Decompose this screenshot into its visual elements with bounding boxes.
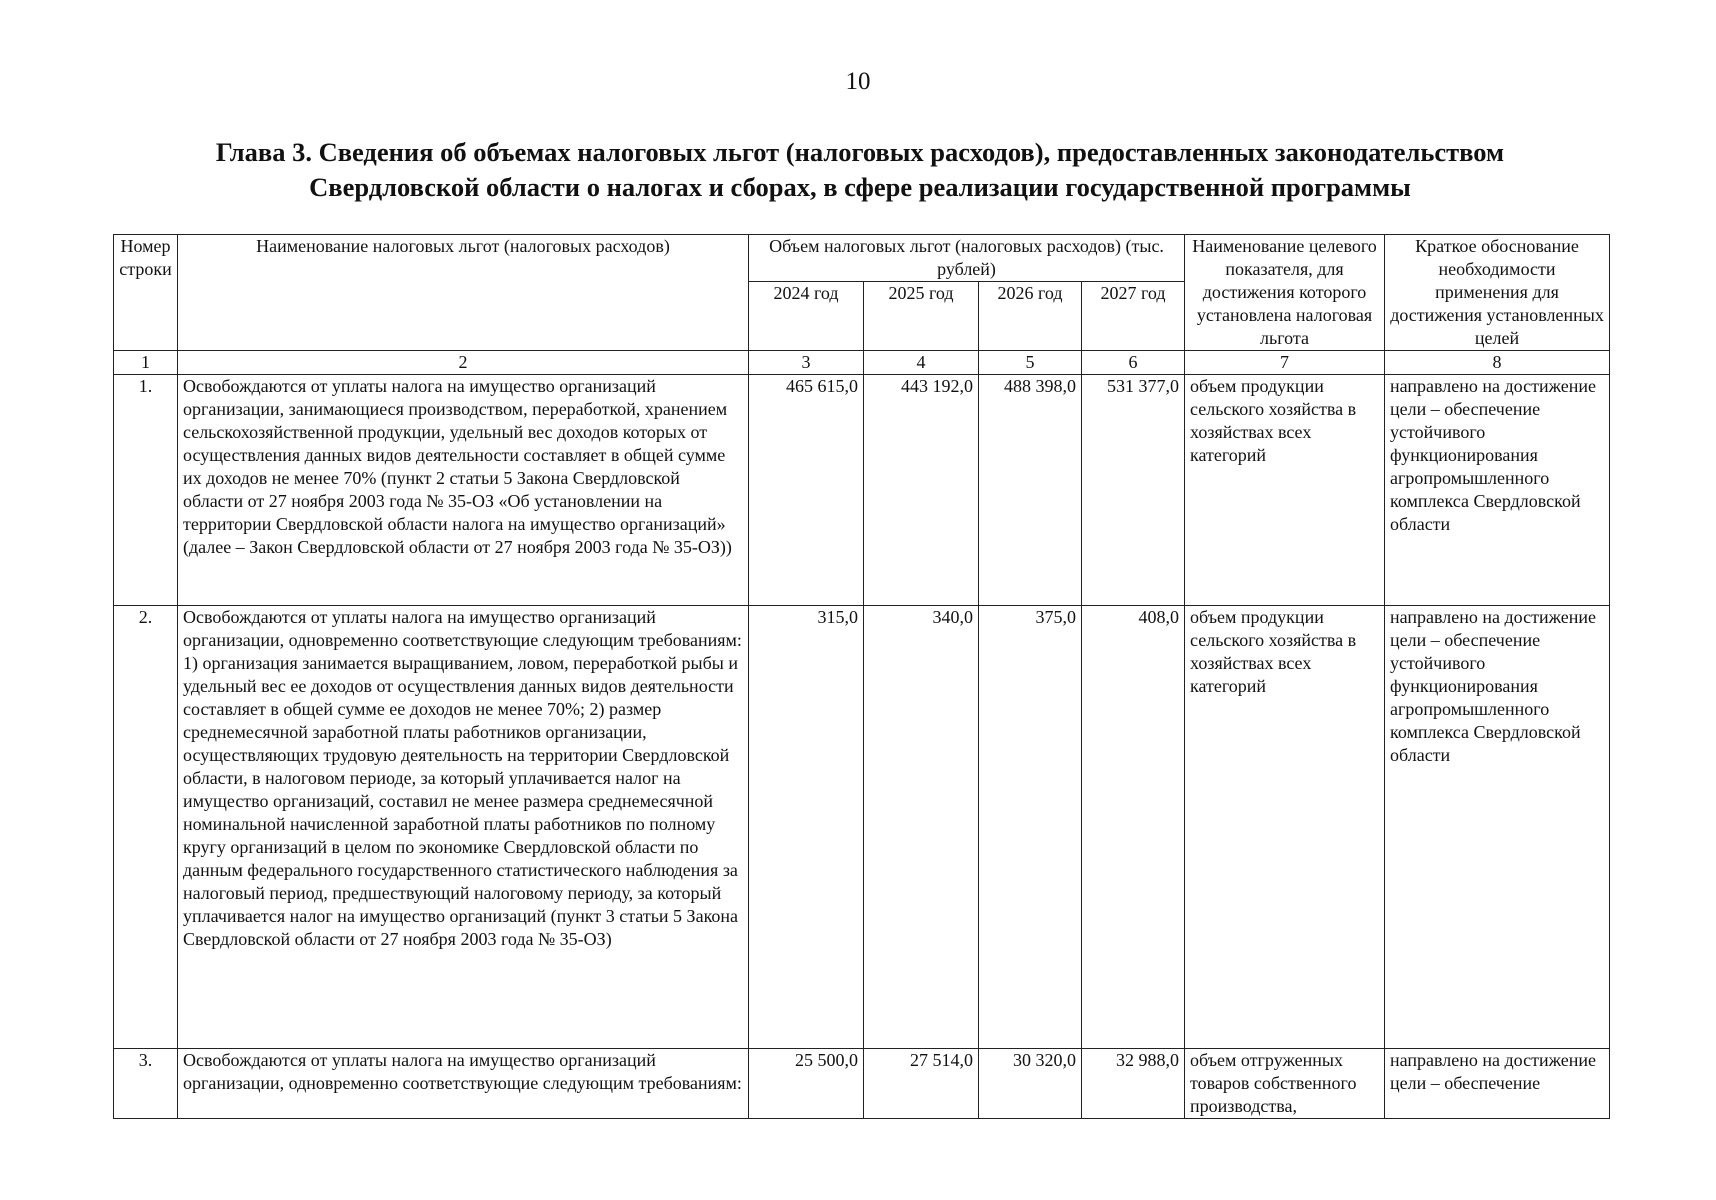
justification: направлено на достижение цели – обеспечение устойчивого функционирования агропромышленного комплекса Свердловской области [1385,606,1610,1049]
benefit-name: Освобождаются от уплаты налога на имущество организаций организации, одновременно соответствующие следующим требованиям: 1) организация занимается выращиванием, ловом, переработкой рыбы и удельный вес ее доходов от осуществления данных видов деятельности составляет в общей сумме ее доходов не менее 70%; 2) размер среднемесячной заработной платы работников организации, осуществляющих трудовую деятельность на территории Свердловской области, в налоговом периоде, за который уплачивается налог на имущество организаций, составил не менее размера среднемесячной номинальной начисленной заработной платы работников по полному кругу организаций в целом по экономике Свердловской области по данным федерального государственного статистического наблюдения за налоговый период, предшествующий налоговому периоду, за который уплачивается налог на имущество организаций (пункт 3 статьи 5 Закона Свердловской области от 27 ноября 2003 года № 35-ОЗ) [178,606,749,1049]
document-title [110,135,1610,205]
column-number: 5 [979,351,1082,375]
title-line-2: Свердловской области о налогах и сборах, в сфере реализации государственной программы [309,172,1411,202]
value-2025: 443 192,0 [864,375,979,606]
header-justification: Краткое обоснование необходимости применения для достижения установленных целей [1385,235,1610,351]
header-year-2025: 2025 год [864,282,979,351]
header-row-number: Номер строки [114,235,178,351]
target-indicator: объем отгруженных товаров собственного производства, [1185,1049,1385,1119]
row-number: 2. [114,606,178,1049]
header-benefit-name: Наименование налоговых льгот (налоговых расходов) [178,235,749,351]
row-number: 3. [114,1049,178,1119]
table-row [114,606,1610,1049]
header-year-2026: 2026 год [979,282,1082,351]
table-row [114,375,1610,606]
column-numbers-row [114,351,1610,375]
value-2027: 408,0 [1082,606,1185,1049]
value-2026: 488 398,0 [979,375,1082,606]
column-number: 7 [1185,351,1385,375]
justification: направлено на достижение цели – обеспечение [1385,1049,1610,1119]
column-number: 2 [178,351,749,375]
row-number: 1. [114,375,178,606]
column-number: 4 [864,351,979,375]
target-indicator: объем продукции сельского хозяйства в хозяйствах всех категорий [1185,606,1385,1049]
table-row [114,1049,1610,1119]
header-year-2027: 2027 год [1082,282,1185,351]
column-number: 3 [749,351,864,375]
header-year-2024: 2024 год [749,282,864,351]
benefit-name: Освобождаются от уплаты налога на имущество организаций организации, занимающиеся производством, переработкой, хранением сельскохозяйственной продукции, удельный вес доходов которых от осуществления данных видов деятельности составляет в общей сумме их доходов не менее 70% (пункт 2 статьи 5 Закона Свердловской области от 27 ноября 2003 года № 35-ОЗ «Об установлении на территории Свердловской области налога на имущество организаций» (далее – Закон Свердловской области от 27 ноября 2003 года № 35-ОЗ)) [178,375,749,606]
value-2025: 27 514,0 [864,1049,979,1119]
value-2024: 315,0 [749,606,864,1049]
column-number: 6 [1082,351,1185,375]
column-number: 8 [1385,351,1610,375]
justification: направлено на достижение цели – обеспечение устойчивого функционирования агропромышленного комплекса Свердловской области [1385,375,1610,606]
value-2025: 340,0 [864,606,979,1049]
value-2026: 375,0 [979,606,1082,1049]
value-2026: 30 320,0 [979,1049,1082,1119]
value-2024: 465 615,0 [749,375,864,606]
column-number: 1 [114,351,178,375]
benefit-name: Освобождаются от уплаты налога на имущество организаций организации, одновременно соответствующие следующим требованиям: [178,1049,749,1119]
header-volume: Объем налоговых льгот (налоговых расходов) (тыс. рублей) [749,235,1185,282]
target-indicator: объем продукции сельского хозяйства в хозяйствах всех категорий [1185,375,1385,606]
tax-benefits-table [113,234,1610,1119]
value-2027: 32 988,0 [1082,1049,1185,1119]
title-line-1: Глава 3. Сведения об объемах налоговых льгот (налоговых расходов), предоставленных законодательством [215,137,1505,167]
page-number: 10 [845,68,871,95]
value-2024: 25 500,0 [749,1049,864,1119]
header-indicator: Наименование целевого показателя, для достижения которого установлена налоговая льгота [1185,235,1385,351]
value-2027: 531 377,0 [1082,375,1185,606]
